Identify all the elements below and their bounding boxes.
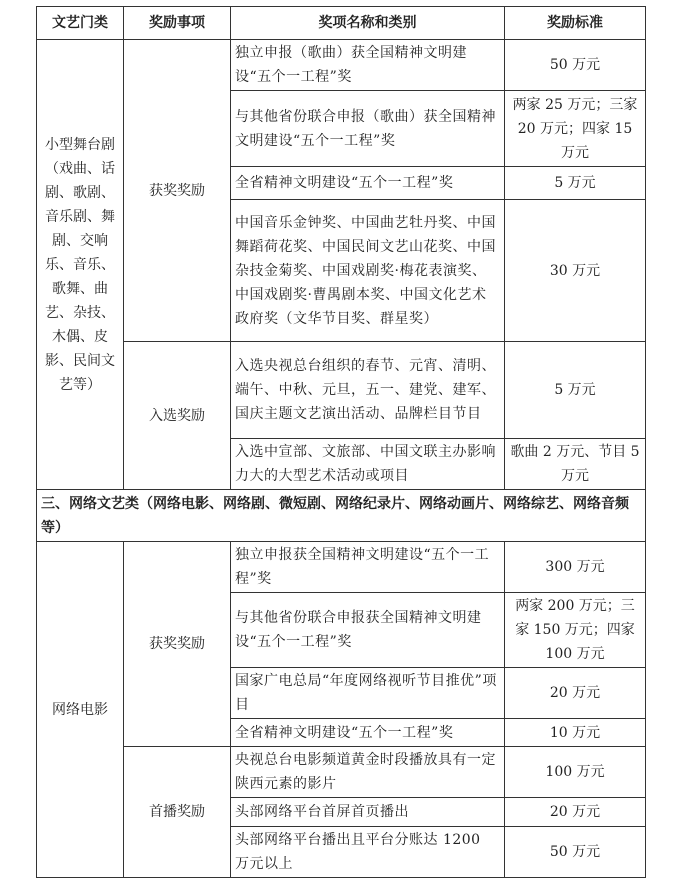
- table-row: [37, 40, 646, 91]
- award-cell: 国家广电总局“年度网络视听节目推优”项目: [231, 668, 505, 719]
- award-cell: 头部网络平台播出且平台分账达 1200 万元以上: [231, 827, 505, 878]
- standard-cell: 30 万元: [505, 200, 646, 342]
- reward-item-cell: 获奖奖励: [124, 40, 231, 342]
- standard-cell: 20 万元: [505, 798, 646, 827]
- header-award-name: 奖项名称和类别: [231, 7, 505, 40]
- award-cell: 独立申报（歌曲）获全国精神文明建设“五个一工程”奖: [231, 40, 505, 91]
- reward-standards-table: [36, 6, 646, 878]
- award-cell: 全省精神文明建设“五个一工程”奖: [231, 719, 505, 747]
- policy-document: [36, 6, 645, 878]
- award-cell: 入选中宣部、文旅部、中国文联主办影响力大的大型艺术活动或项目: [231, 439, 505, 490]
- standard-cell: 两家 25 万元；三家 20 万元；四家 15 万元: [505, 91, 646, 167]
- award-cell: 入选央视总台组织的春节、元宵、清明、端午、中秋、元旦，五一、建党、建军、国庆主题文艺演出活动、品牌栏目节目: [231, 342, 505, 439]
- standard-cell: 300 万元: [505, 542, 646, 593]
- category-cell: 网络电影: [37, 542, 124, 878]
- reward-item-cell: 首播奖励: [124, 747, 231, 878]
- award-cell: 与其他省份联合申报获全国精神文明建设“五个一工程”奖: [231, 593, 505, 668]
- standard-cell: 5 万元: [505, 342, 646, 439]
- section-3-title: 三、网络文艺类（网络电影、网络剧、微短剧、网络纪录片、网络动画片、网络综艺、网络音频等）: [37, 490, 646, 542]
- standard-cell: 歌曲 2 万元、节目 5 万元: [505, 439, 646, 490]
- table-row: [37, 342, 646, 439]
- header-category: 文艺门类: [37, 7, 124, 40]
- section-heading-row: [37, 490, 646, 542]
- award-cell: 头部网络平台首屏首页播出: [231, 798, 505, 827]
- header-reward-item: 奖励事项: [124, 7, 231, 40]
- award-cell: 与其他省份联合申报（歌曲）获全国精神文明建设“五个一工程”奖: [231, 91, 505, 167]
- award-cell: 全省精神文明建设“五个一工程”奖: [231, 167, 505, 200]
- standard-cell: 100 万元: [505, 747, 646, 798]
- standard-cell: 50 万元: [505, 827, 646, 878]
- standard-cell: 两家 200 万元；三家 150 万元；四家 100 万元: [505, 593, 646, 668]
- award-cell: 独立申报获全国精神文明建设“五个一工程”奖: [231, 542, 505, 593]
- header-reward-standard: 奖励标准: [505, 7, 646, 40]
- standard-cell: 50 万元: [505, 40, 646, 91]
- standard-cell: 5 万元: [505, 167, 646, 200]
- table-row: [37, 542, 646, 593]
- table-header-row: [37, 7, 646, 40]
- reward-item-cell: 获奖奖励: [124, 542, 231, 747]
- standard-cell: 20 万元: [505, 668, 646, 719]
- table-row: [37, 747, 646, 798]
- reward-item-cell: 入选奖励: [124, 342, 231, 490]
- category-cell: 小型舞台剧（戏曲、话剧、歌剧、音乐剧、舞剧、交响乐、音乐、歌舞、曲艺、杂技、木偶、皮影、民间文艺等）: [37, 40, 124, 490]
- award-cell: 中国音乐金钟奖、中国曲艺牡丹奖、中国舞蹈荷花奖、中国民间文艺山花奖、中国杂技金菊奖、中国戏剧奖·梅花表演奖、中国戏剧奖·曹禺剧本奖、中国文化艺术政府奖（文华节目奖、群星奖）: [231, 200, 505, 342]
- award-cell: 央视总台电影频道黄金时段播放具有一定陕西元素的影片: [231, 747, 505, 798]
- standard-cell: 10 万元: [505, 719, 646, 747]
